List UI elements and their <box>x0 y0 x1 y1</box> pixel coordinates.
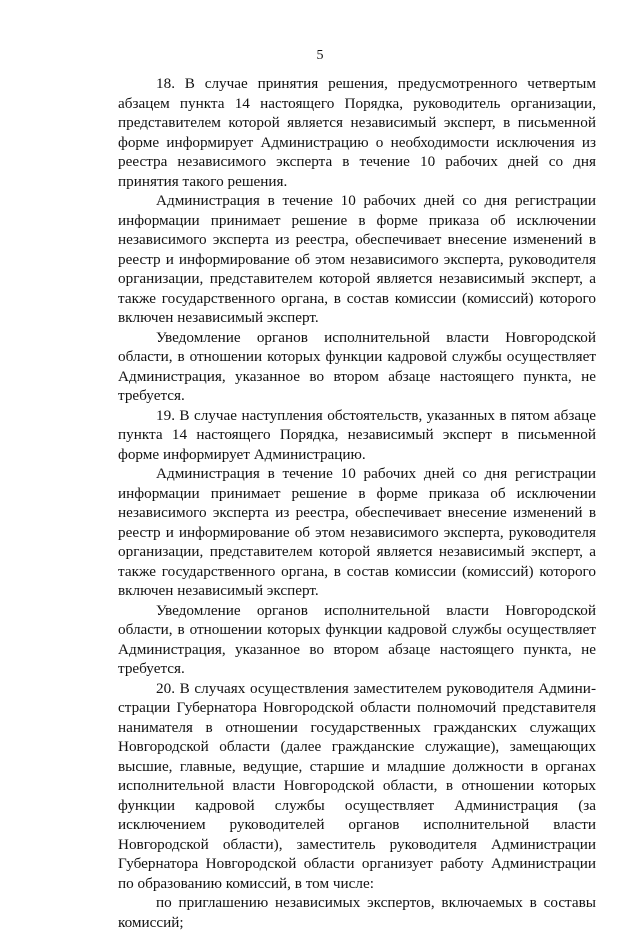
paragraph: Уведомление органов исполнительной власти Новгородской области, в отношении которых функции кадровой службы осуществляет Администрация, указанное во втором абзаце настоящего пункта, не требуется. <box>118 601 596 677</box>
paragraph-19: 19. В случае наступления обстоятельств, указанных в пятом абзаце пункта 14 настоящего Порядка, независимый эксперт в письменной форме информирует Администрацию. <box>118 406 596 463</box>
paragraph-18: 18. В случае принятия решения, предусмотренного четвертым абзацем пункта 14 настоящего Порядка, руководитель организации, представителем которой является независимый эксперт, в письменной форме информирует Администрацию о необходимости исключения из реестра независимого эксперта в течение 10 рабочих дней со дня принятия такого решения. <box>118 75 596 190</box>
page-number: 5 <box>316 48 324 63</box>
paragraph: Администрация в течение 10 рабочих дней со дня регистрации информации принимает решение в форме приказа об исключении независимого эксперта из реестра, обеспечивает внесение изменений в реестр и информирование об этом независимого эксперта, руководителя организации, представителем которой является независимый эксперт, а также государственного органа, в состав комиссии (комиссий) которого включен независимый эксперт. <box>118 192 596 326</box>
paragraph: по приглашению независимых экспертов, включаемых в составы комиссий; <box>118 894 596 931</box>
paragraph: Уведомление органов исполнительной власти Новгородской области, в отношении которых функции кадровой службы осуществляет Администрация, указанное во втором абзаце настоящего пункта, не требуется. <box>118 328 596 404</box>
document-body <box>118 74 596 932</box>
paragraph: Администрация в течение 10 рабочих дней со дня регистрации информации принимает решение в форме приказа об исключении независимого эксперта из реестра, обеспечивает внесение изменений в реестр и информирование об этом независимого эксперта, руководителя организации, представителем которой является независимый эксперт, а также государственного органа, в состав комиссии (комиссий) которого включен независимый эксперт. <box>118 465 596 599</box>
paragraph-20: 20. В случаях осуществления заместителем руководителя Администрации Губернатора Новгородской области полномочий представителя нанимателя в отношении государственных гражданских служащих Новгородской области (далее гражданские служащие), замещающих высшие, главные, ведущие, старшие и младшие должности в органах исполнительной власти Новгородской области, в отношении которых функции кадровой службы осуществляет Администрация (за исключением руководителей органов исполнительной власти Новгородской области), заместитель руководителя Администрации Губернатора Новгородской области организует работу Администрации по образованию комиссий, в том числе: <box>118 679 596 892</box>
